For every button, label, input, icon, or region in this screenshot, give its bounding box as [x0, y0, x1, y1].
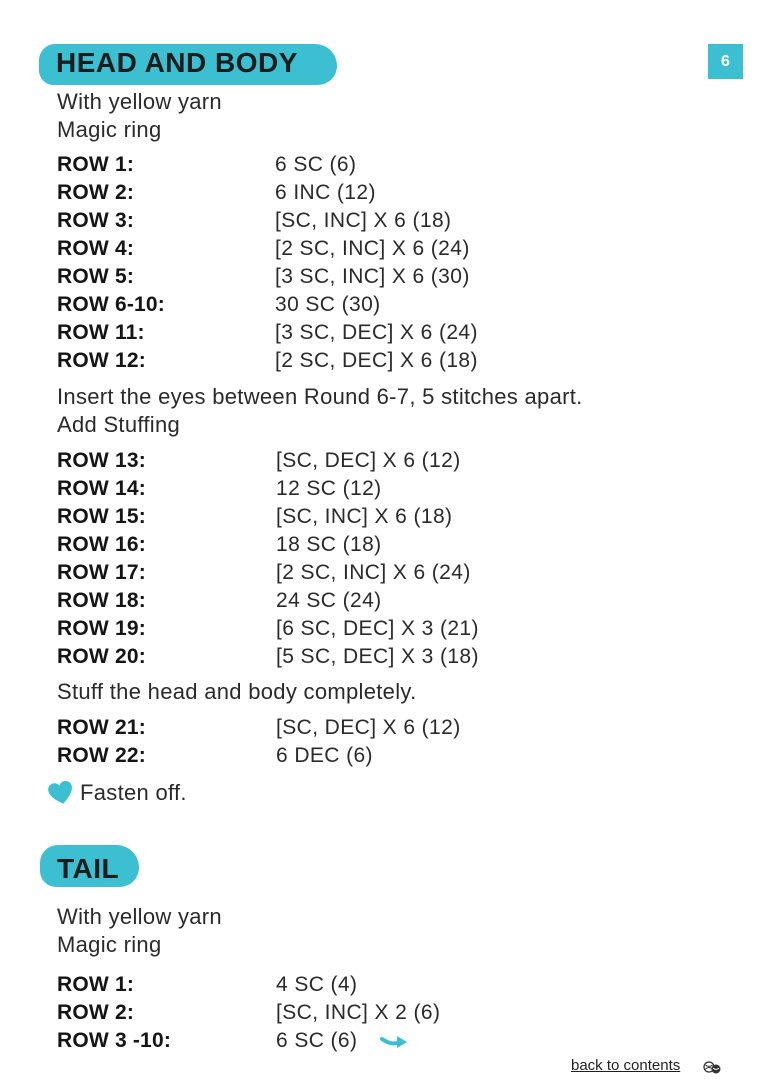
row-instruction: 6 SC (6)	[275, 153, 357, 176]
row-label: ROW 13:	[57, 449, 146, 472]
row-label: ROW 3:	[57, 209, 135, 232]
row-instruction: [2 SC, INC] X 6 (24)	[275, 237, 470, 260]
row-instruction: [6 SC, DEC] X 3 (21)	[276, 617, 479, 640]
row-label: ROW 3 -10:	[57, 1029, 172, 1052]
instruction-note: Insert the eyes between Round 6-7, 5 stitches apart.	[57, 384, 583, 409]
row-label: ROW 1:	[57, 973, 135, 996]
row-label: ROW 5:	[57, 265, 135, 288]
intro-line: With yellow yarn	[57, 904, 222, 929]
row-label: ROW 20:	[57, 645, 146, 668]
row-label: ROW 22:	[57, 744, 146, 767]
intro-line: Magic ring	[57, 117, 162, 142]
row-instruction: 24 SC (24)	[276, 589, 382, 612]
instruction-note: Stuff the head and body completely.	[57, 679, 417, 704]
row-label: ROW 19:	[57, 617, 146, 640]
row-label: ROW 12:	[57, 349, 146, 372]
row-label: ROW 2:	[57, 1001, 135, 1024]
arrow-right-icon	[380, 1033, 410, 1051]
section-title-head-and-body: HEAD AND BODY	[56, 47, 298, 78]
row-label: ROW 4:	[57, 237, 135, 260]
row-instruction: 6 INC (12)	[275, 181, 376, 204]
row-instruction: [SC, INC] X 2 (6)	[276, 1001, 441, 1024]
row-label: ROW 2:	[57, 181, 135, 204]
yarn-ball-icon[interactable]	[702, 1059, 722, 1075]
intro-line: Magic ring	[57, 932, 162, 957]
row-instruction: [SC, INC] X 6 (18)	[276, 505, 453, 528]
row-instruction: 18 SC (18)	[276, 533, 382, 556]
row-label: ROW 18:	[57, 589, 146, 612]
row-instruction: [SC, DEC] X 6 (12)	[276, 716, 461, 739]
back-to-contents-link[interactable]: back to contents	[571, 1057, 681, 1074]
row-instruction: [2 SC, DEC] X 6 (18)	[275, 349, 478, 372]
page-number-badge: 6	[708, 44, 743, 79]
row-label: ROW 11:	[57, 321, 145, 344]
fasten-off-note: Fasten off.	[80, 780, 187, 805]
heart-icon	[47, 780, 75, 806]
row-instruction: [5 SC, DEC] X 3 (18)	[276, 645, 479, 668]
row-label: ROW 15:	[57, 505, 146, 528]
row-instruction: [3 SC, DEC] X 6 (24)	[275, 321, 478, 344]
row-label: ROW 17:	[57, 561, 146, 584]
instruction-note: Add Stuffing	[57, 412, 181, 437]
row-instruction: [SC, DEC] X 6 (12)	[276, 449, 461, 472]
row-label: ROW 21:	[57, 716, 146, 739]
row-instruction: 30 SC (30)	[275, 293, 381, 316]
row-instruction: [3 SC, INC] X 6 (30)	[275, 265, 470, 288]
row-label: ROW 14:	[57, 477, 146, 500]
row-label: ROW 16:	[57, 533, 146, 556]
row-instruction: 4 SC (4)	[276, 973, 358, 996]
row-instruction: 6 DEC (6)	[276, 744, 373, 767]
row-instruction: [SC, INC] X 6 (18)	[275, 209, 452, 232]
row-label: ROW 1:	[57, 153, 135, 176]
row-instruction: [2 SC, INC] X 6 (24)	[276, 561, 471, 584]
section-title-tail: TAIL	[57, 853, 120, 884]
row-instruction: 6 SC (6)	[276, 1029, 358, 1052]
row-label: ROW 6-10:	[57, 293, 165, 316]
intro-line: With yellow yarn	[57, 89, 222, 114]
row-instruction: 12 SC (12)	[276, 477, 382, 500]
